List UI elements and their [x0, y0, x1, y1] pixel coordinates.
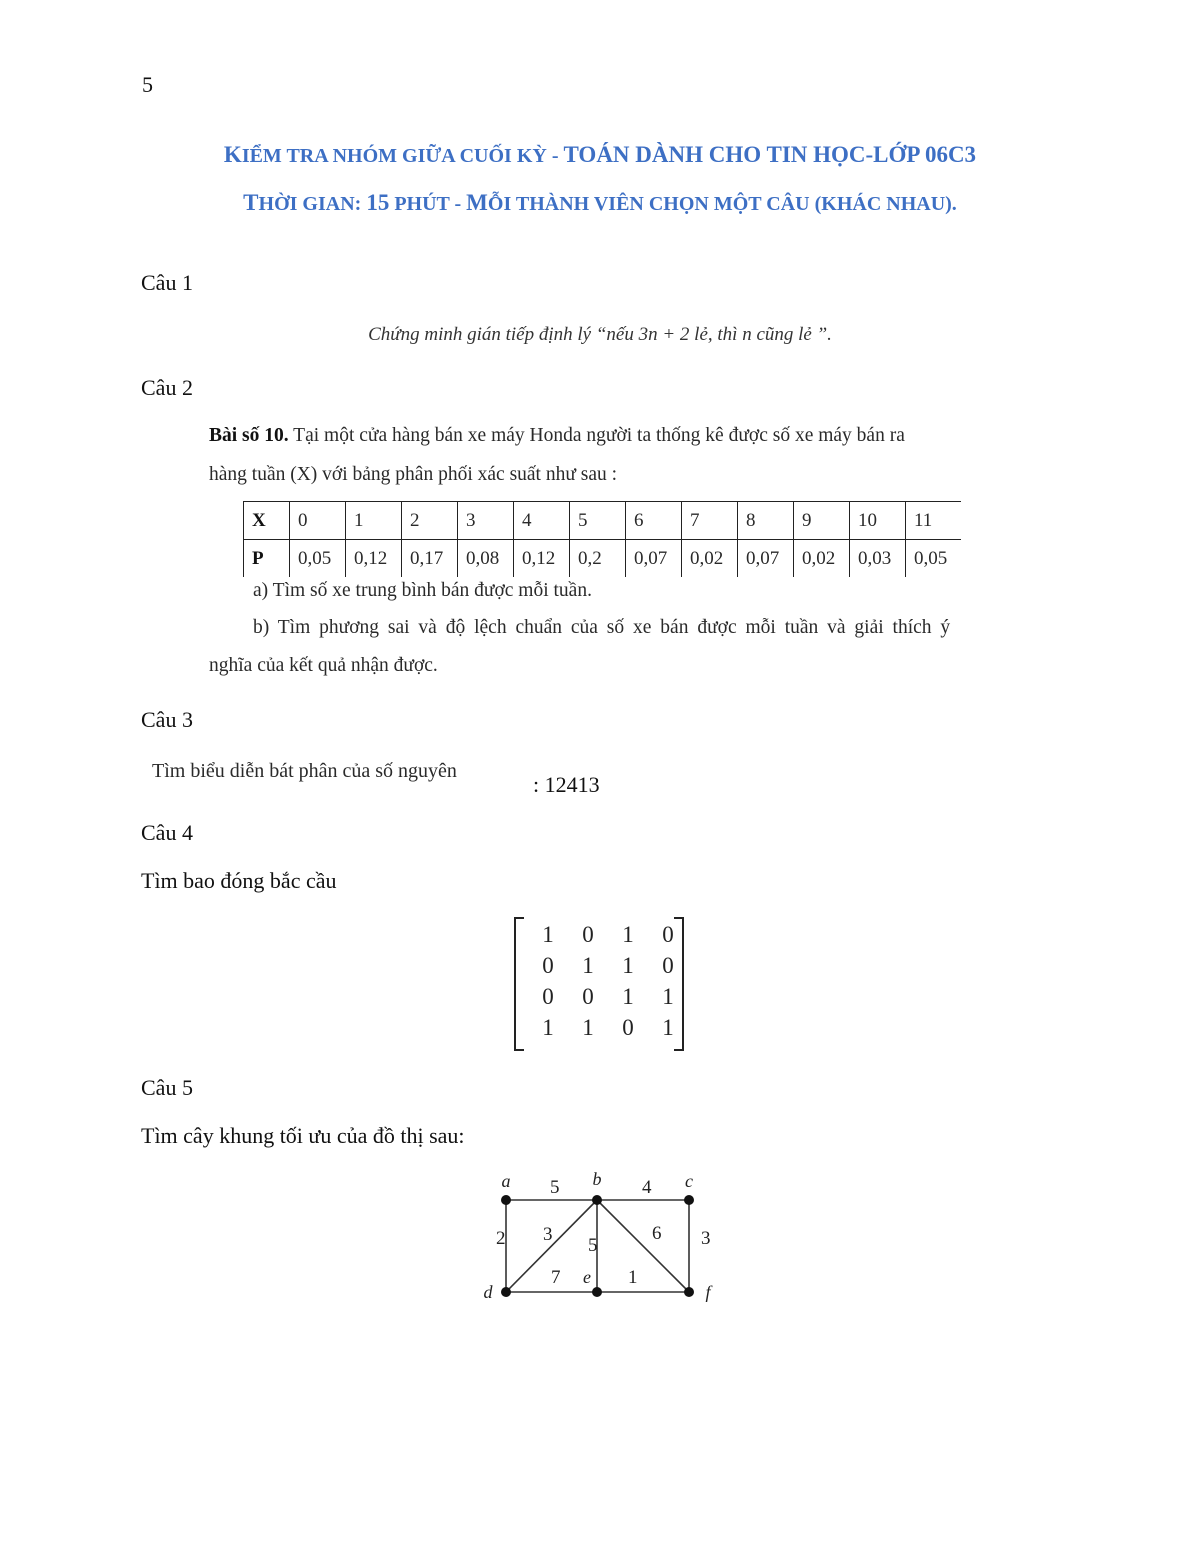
matrix-cell: 0	[662, 922, 674, 947]
adjacency-matrix	[514, 917, 684, 1049]
matrix-cell: 0	[582, 984, 594, 1009]
question-1-text: Chứng minh gián tiếp định lý “nếu 3n + 2 lẻ, thì n cũng lẻ ”.	[368, 324, 832, 345]
edge-weight-label: 1	[628, 1267, 638, 1288]
question-4-text: Tìm bao đóng bắc cầu	[141, 868, 337, 893]
matrix-cell: 1	[662, 1015, 674, 1040]
matrix-cell: 0	[582, 922, 594, 947]
vertex-label: c	[685, 1171, 693, 1191]
table-cell: 0,05	[290, 540, 346, 578]
edge-weight-label: 3	[543, 1224, 553, 1245]
table-cell: 7	[682, 502, 738, 540]
edge-weight-label: 3	[701, 1228, 711, 1249]
table-cell: 4	[514, 502, 570, 540]
table-cell: 0,03	[850, 540, 906, 578]
table-cell: 11	[906, 502, 962, 540]
table-cell: 1	[346, 502, 402, 540]
table-cell: 6	[626, 502, 682, 540]
matrix-cell: 1	[542, 922, 554, 947]
question-4-heading: Câu 4	[141, 820, 193, 845]
table-cell: 0,17	[402, 540, 458, 578]
graph-vertex-c	[684, 1195, 694, 1205]
edge-weight-label: 4	[642, 1177, 652, 1198]
question-3-heading: Câu 3	[141, 707, 193, 732]
table-cell: 0,02	[794, 540, 850, 578]
question-5-heading: Câu 5	[141, 1075, 193, 1100]
matrix-cell: 1	[622, 953, 634, 978]
edge-weight-label: 5	[588, 1235, 598, 1256]
graph-vertex-e	[592, 1287, 602, 1297]
table-row-p	[244, 540, 962, 578]
question-2-part-b: b) Tìm phương sai và độ lệch chuẩn của số xe bán được mỗi tuần và giải thích ý	[253, 617, 951, 638]
title-segment: K	[223, 142, 242, 167]
table-cell: 3	[458, 502, 514, 540]
vertex-label: f	[705, 1282, 711, 1302]
matrix-cell: 1	[582, 953, 594, 978]
title-segment: PHÚT -	[389, 193, 467, 215]
edge-weight-label: 5	[550, 1177, 560, 1198]
question-3-number: : 12413	[533, 772, 600, 797]
table-cell: 2	[402, 502, 458, 540]
table-cell: 5	[570, 502, 626, 540]
matrix-cell: 0	[542, 953, 554, 978]
table-cell: 9	[794, 502, 850, 540]
table-cell: 0,12	[514, 540, 570, 578]
table-cell: 0	[290, 502, 346, 540]
graph-vertex-a	[501, 1195, 511, 1205]
title-segment: ỖI THÀNH VIÊN CHỌN MỘT CÂU (KHÁC NHAU).	[487, 193, 957, 215]
question-2-intro-text: Tại một cửa hàng bán xe máy Honda người ta thống kê được số xe máy bán ra	[288, 425, 905, 446]
question-2-intro	[209, 425, 905, 447]
vertex-label: a	[501, 1171, 511, 1191]
question-2-heading: Câu 2	[141, 375, 193, 400]
title-segment: T	[243, 190, 259, 215]
exam-subtitle	[0, 190, 1200, 216]
graph-vertex-f	[684, 1287, 694, 1297]
question-2-part-b-line2: nghĩa của kết quả nhận được.	[209, 655, 438, 676]
question-2-intro-line2: hàng tuần (X) với bảng phân phối xác suất như sau :	[209, 464, 618, 485]
table-cell: 10	[850, 502, 906, 540]
matrix-right-bracket	[674, 917, 684, 1051]
title-segment: 15	[366, 190, 390, 215]
table-cell: 0,12	[346, 540, 402, 578]
title-segment: IỂM TRA NHÓM GIỮA CUỐI KỲ -	[241, 145, 564, 167]
matrix-cell: 0	[622, 1015, 634, 1040]
question-5-text: Tìm cây khung tối ưu của đồ thị sau:	[141, 1123, 465, 1148]
exam-title	[0, 142, 1200, 168]
table-cell: 0,07	[738, 540, 794, 578]
table-cell: 0,2	[570, 540, 626, 578]
exercise-label: Bài số 10.	[209, 425, 289, 446]
table-cell: 0,05	[906, 540, 962, 578]
row-label-p: P	[244, 540, 290, 578]
edge-weight-label: 7	[551, 1267, 561, 1288]
edge-weight-label: 6	[652, 1223, 662, 1244]
question-1-heading: Câu 1	[141, 270, 193, 295]
table-cell: 0,02	[682, 540, 738, 578]
table-row-x	[244, 502, 962, 540]
title-segment: TOÁN DÀNH CHO TIN HỌC-LỚP 06C3	[563, 142, 977, 167]
graph-vertex-b	[592, 1195, 602, 1205]
matrix-cell: 0	[542, 984, 554, 1009]
vertex-label: b	[592, 1169, 602, 1189]
row-label-x: X	[244, 502, 290, 540]
vertex-label: d	[483, 1282, 493, 1302]
weighted-graph	[470, 1165, 730, 1315]
table-cell: 8	[738, 502, 794, 540]
edge-weight-label: 2	[496, 1228, 506, 1249]
matrix-cell: 1	[542, 1015, 554, 1040]
probability-distribution-table	[243, 501, 961, 577]
matrix-cell: 0	[662, 953, 674, 978]
matrix-cell: 1	[582, 1015, 594, 1040]
matrix-cell: 1	[622, 984, 634, 1009]
title-segment: HỜI GIAN:	[258, 193, 367, 215]
matrix-left-bracket	[514, 917, 524, 1051]
title-segment: M	[466, 190, 488, 215]
matrix-grid	[528, 919, 688, 1043]
matrix-cell: 1	[622, 922, 634, 947]
vertex-label: e	[583, 1267, 591, 1287]
table-cell: 0,07	[626, 540, 682, 578]
page-number: 5	[142, 72, 153, 97]
table-cell: 0,08	[458, 540, 514, 578]
matrix-cell: 1	[662, 984, 674, 1009]
question-2-part-a: a) Tìm số xe trung bình bán được mỗi tuần.	[253, 580, 592, 601]
question-3-text: Tìm biểu diễn bát phân của số nguyên	[152, 760, 457, 782]
graph-edge-b-f	[597, 1200, 689, 1292]
graph-vertex-d	[501, 1287, 511, 1297]
